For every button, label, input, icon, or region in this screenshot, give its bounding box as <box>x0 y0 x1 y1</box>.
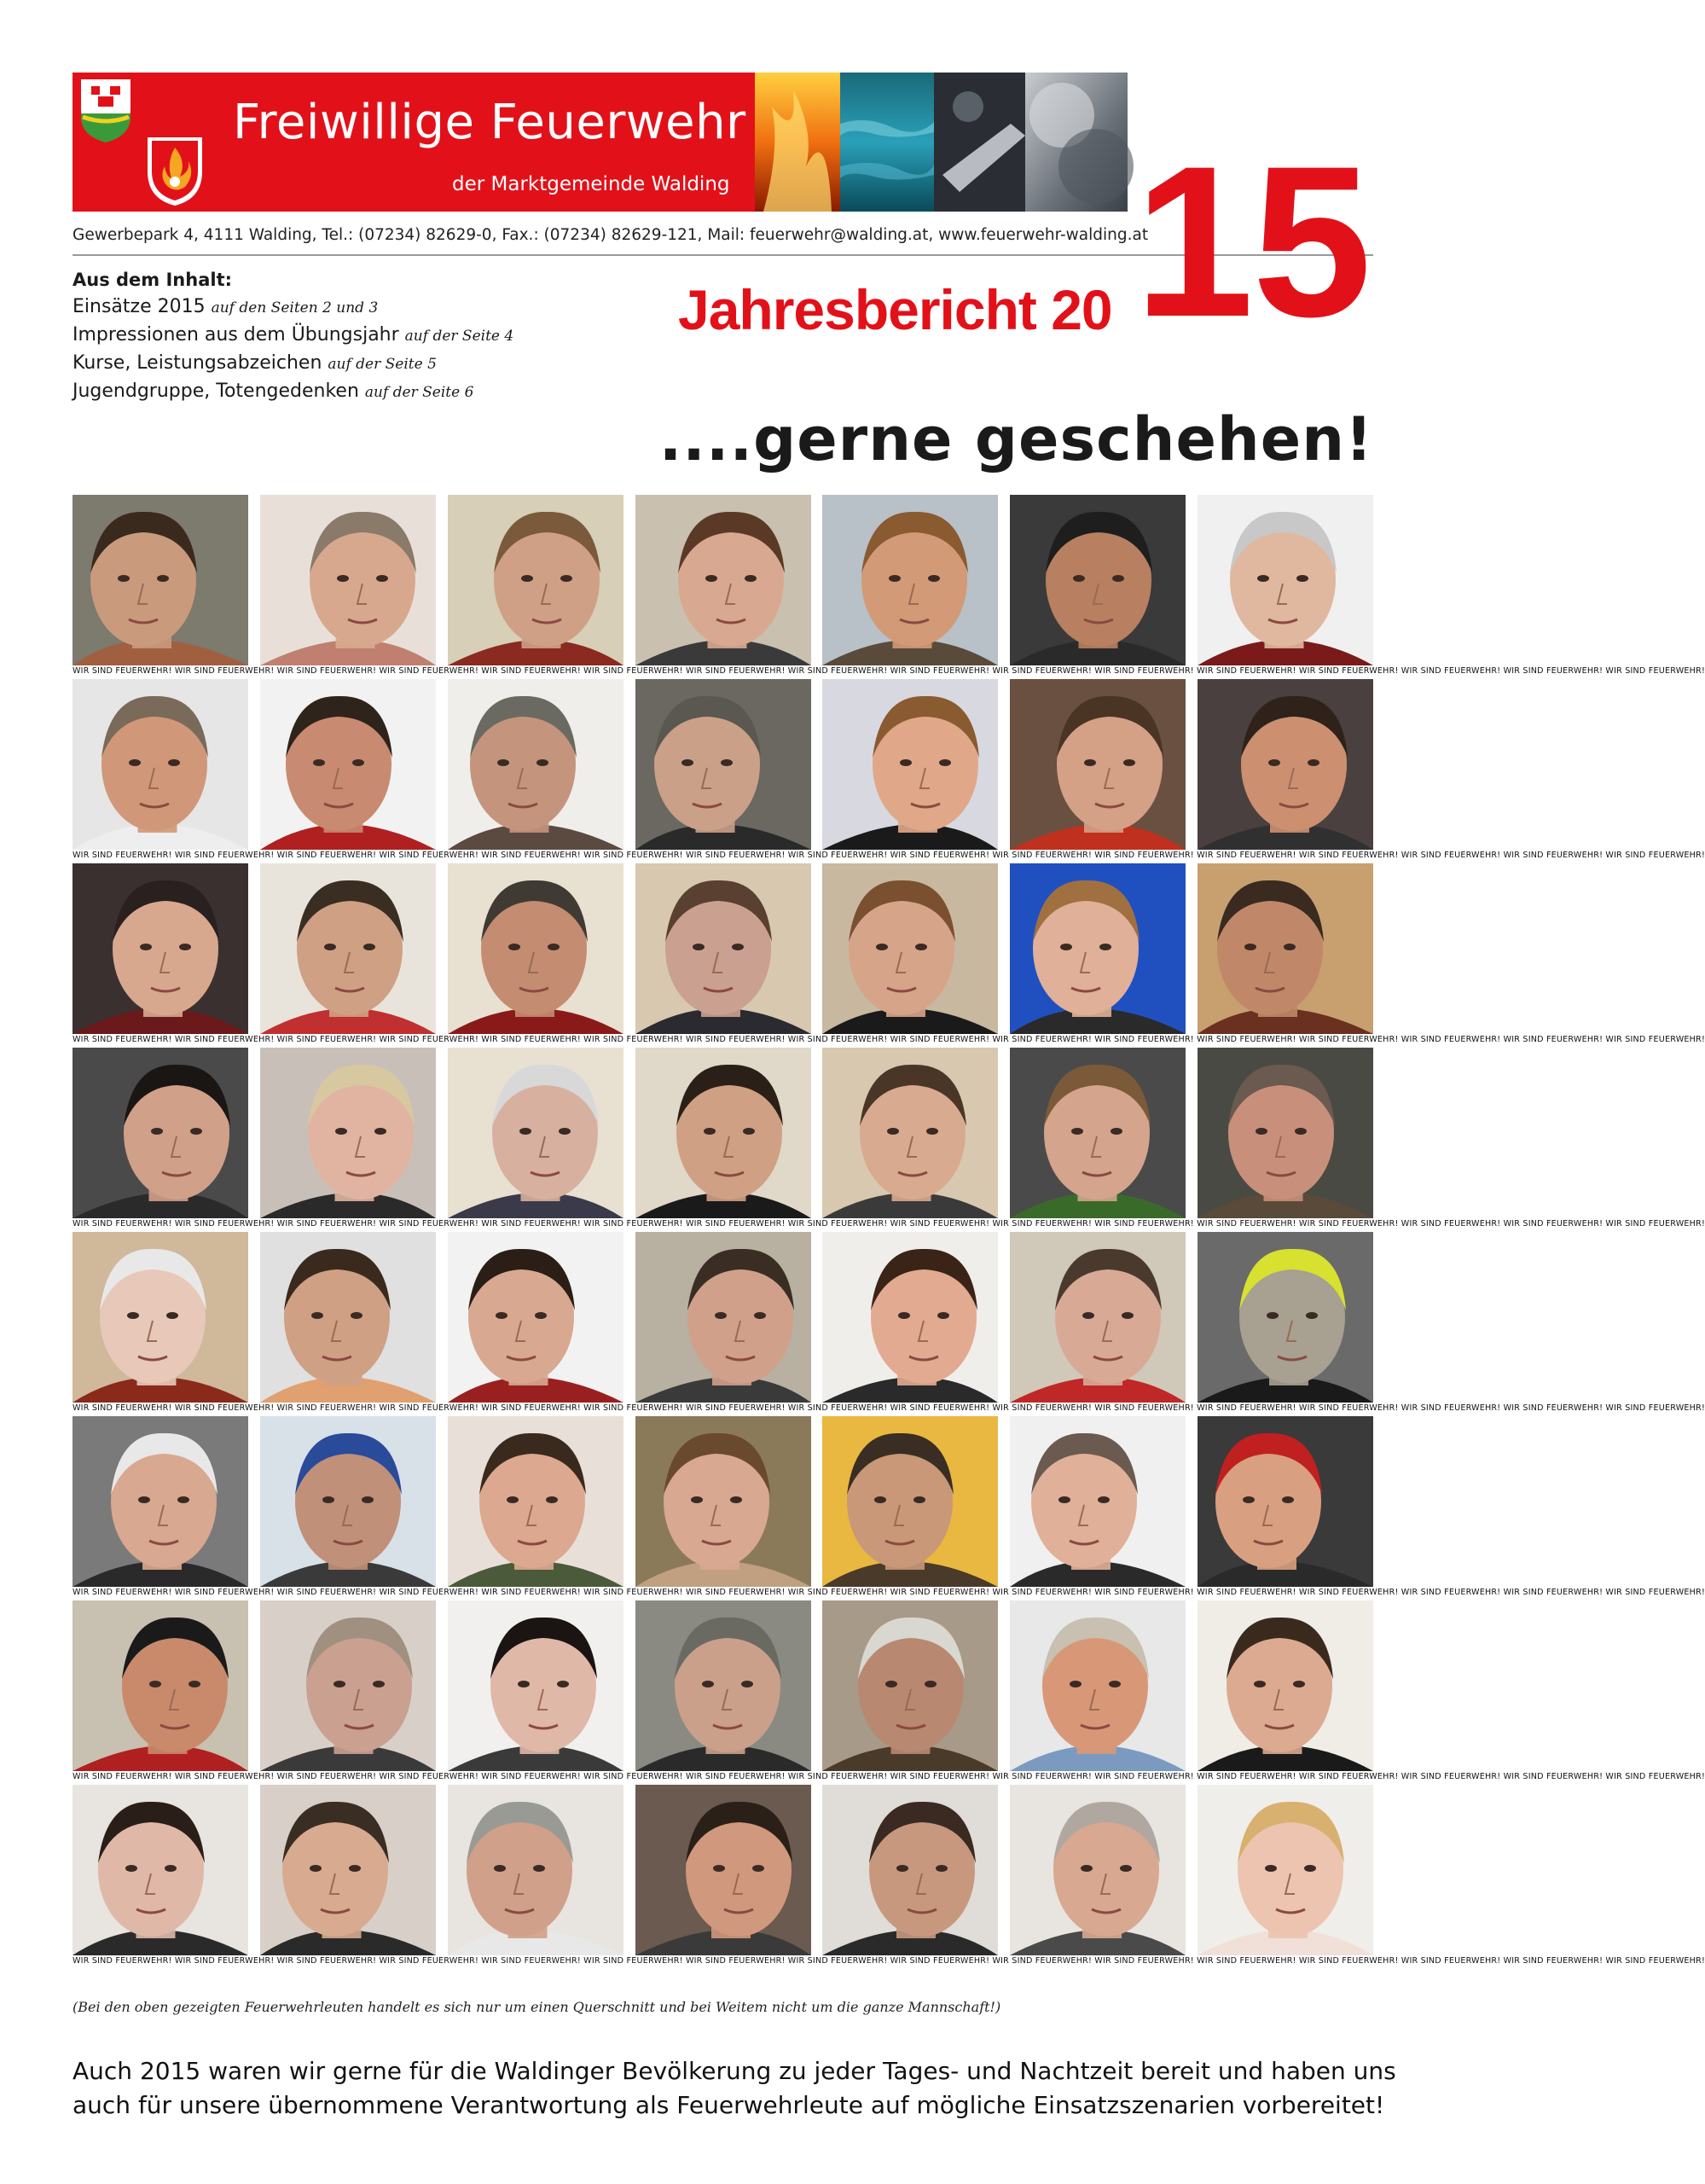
portrait-photo <box>1198 679 1373 850</box>
portrait-photo <box>1198 1048 1373 1218</box>
portrait-photo <box>1010 1232 1186 1403</box>
closing-statement <box>72 2054 1396 2123</box>
slogan-strip: WIR SIND FEUERWEHR! WIR SIND FEUERWEHR! WIR SIND FEUERWEHR! WIR SIND FEUERWEHR! WIR SIND FEUERWEHR! WIR SIND FEUERWEHR! WIR SIND FEUERWEHR! WIR SIND FEUERWEHR! WIR SIND FEUERWEHR! WIR SIND FEUERWEHR! WIR SIND FEUERWEHR! WIR SIND FEUERWEHR! WIR SIND FEUERWEHR! WIR SIND FEUERWEHR! WIR SIND FEUERWEHR! WIR SIND FEUERWEHR! <box>72 666 1705 676</box>
portrait-photo <box>448 863 623 1034</box>
portrait-row <box>72 863 1705 1048</box>
contents-heading: Aus dem Inhalt: <box>72 270 233 290</box>
portrait-photo <box>1198 1600 1373 1771</box>
portrait-row <box>72 1600 1705 1785</box>
portrait-photo <box>72 1785 248 1955</box>
portrait-photo <box>822 495 998 665</box>
portrait-photo <box>635 495 811 665</box>
portrait-photo <box>822 863 998 1034</box>
slogan-strip: WIR SIND FEUERWEHR! WIR SIND FEUERWEHR! WIR SIND FEUERWEHR! WIR SIND FEUERWEHR! WIR SIND FEUERWEHR! WIR SIND FEUERWEHR! WIR SIND FEUERWEHR! WIR SIND FEUERWEHR! WIR SIND FEUERWEHR! WIR SIND FEUERWEHR! WIR SIND FEUERWEHR! WIR SIND FEUERWEHR! WIR SIND FEUERWEHR! WIR SIND FEUERWEHR! WIR SIND FEUERWEHR! WIR SIND FEUERWEHR! <box>72 1588 1705 1597</box>
portrait-row <box>72 1785 1705 1969</box>
portrait-photo <box>72 1048 248 1218</box>
contents-item-ref: auf der Seite 5 <box>328 356 437 373</box>
contents-item-ref: auf der Seite 4 <box>404 328 514 345</box>
portrait-photo <box>260 1232 436 1403</box>
portrait-photo <box>822 1232 998 1403</box>
portrait-row <box>72 1416 1705 1600</box>
portrait-photo <box>260 1048 436 1218</box>
portrait-photo <box>260 1600 436 1771</box>
portrait-photo <box>635 1232 811 1403</box>
portrait-photo <box>822 1416 998 1587</box>
portrait-photo <box>72 1600 248 1771</box>
portrait-photo <box>635 1048 811 1218</box>
contents-item-ref: auf der Seite 6 <box>364 384 474 401</box>
portrait-row <box>72 679 1705 863</box>
contents-item-title: Einsätze 2015 <box>72 296 206 317</box>
portrait-photo <box>635 1785 811 1955</box>
report-year-suffix: 15 <box>1134 122 1371 362</box>
portrait-photo <box>448 679 623 850</box>
portrait-photo <box>72 1232 248 1403</box>
portrait-photo <box>448 495 623 665</box>
slogan-strip: WIR SIND FEUERWEHR! WIR SIND FEUERWEHR! WIR SIND FEUERWEHR! WIR SIND FEUERWEHR! WIR SIND FEUERWEHR! WIR SIND FEUERWEHR! WIR SIND FEUERWEHR! WIR SIND FEUERWEHR! WIR SIND FEUERWEHR! WIR SIND FEUERWEHR! WIR SIND FEUERWEHR! WIR SIND FEUERWEHR! WIR SIND FEUERWEHR! WIR SIND FEUERWEHR! WIR SIND FEUERWEHR! WIR SIND FEUERWEHR! <box>72 851 1705 860</box>
portrait-photo <box>448 1416 623 1587</box>
portrait-photo <box>822 1785 998 1955</box>
contents-item-ref: auf den Seiten 2 und 3 <box>211 299 379 317</box>
portrait-photo <box>1010 495 1186 665</box>
report-title: Jahresbericht 20 <box>678 278 1112 341</box>
portrait-row <box>72 1232 1705 1416</box>
slogan-strip: WIR SIND FEUERWEHR! WIR SIND FEUERWEHR! WIR SIND FEUERWEHR! WIR SIND FEUERWEHR! WIR SIND FEUERWEHR! WIR SIND FEUERWEHR! WIR SIND FEUERWEHR! WIR SIND FEUERWEHR! WIR SIND FEUERWEHR! WIR SIND FEUERWEHR! WIR SIND FEUERWEHR! WIR SIND FEUERWEHR! WIR SIND FEUERWEHR! WIR SIND FEUERWEHR! WIR SIND FEUERWEHR! WIR SIND FEUERWEHR! <box>72 1219 1705 1228</box>
contents-item <box>72 293 513 322</box>
header-photo-strip <box>755 73 1128 212</box>
portrait-row <box>72 495 1705 679</box>
contents-item-title: Jugendgruppe, Totengedenken <box>72 380 359 402</box>
portrait-photo <box>260 1416 436 1587</box>
contents-item-title: Kurse, Leistungsabzeichen <box>72 352 322 374</box>
portrait-photo <box>260 863 436 1034</box>
portrait-disclaimer: (Bei den oben gezeigten Feuerwehrleuten handelt es sich nur um einen Querschnitt und bei Weitem nicht um die ganze Mannschaft!) <box>72 1999 1001 2015</box>
portrait-row <box>72 1048 1705 1232</box>
contact-address: Gewerbepark 4, 4111 Walding, Tel.: (07234) 82629-0, Fax.: (07234) 82629-121, Mail: feuerwehr@walding.at, www.feuerwehr-walding.at <box>72 226 1149 244</box>
portrait-photo <box>635 863 811 1034</box>
closing-line-1: Auch 2015 waren wir gerne für die Waldinger Bevölkerung zu jeder Tages- und Nachtzeit bereit und haben uns <box>72 2057 1396 2085</box>
portrait-photo <box>1198 1785 1373 1955</box>
portrait-photo <box>635 679 811 850</box>
organization-subtitle: der Marktgemeinde Walding <box>452 173 730 195</box>
tagline-headline: ....gerne geschehen! <box>658 404 1373 474</box>
portrait-photo <box>822 1600 998 1771</box>
closing-line-2: auch für unsere übernommene Verantwortung als Feuerwehrleute auf mögliche Einsatzszenarien vorbereitet! <box>72 2091 1385 2119</box>
portrait-photo <box>448 1048 623 1218</box>
portrait-photo <box>1198 495 1373 665</box>
slogan-strip: WIR SIND FEUERWEHR! WIR SIND FEUERWEHR! WIR SIND FEUERWEHR! WIR SIND FEUERWEHR! WIR SIND FEUERWEHR! WIR SIND FEUERWEHR! WIR SIND FEUERWEHR! WIR SIND FEUERWEHR! WIR SIND FEUERWEHR! WIR SIND FEUERWEHR! WIR SIND FEUERWEHR! WIR SIND FEUERWEHR! WIR SIND FEUERWEHR! WIR SIND FEUERWEHR! WIR SIND FEUERWEHR! WIR SIND FEUERWEHR! <box>72 1956 1705 1966</box>
portrait-photo <box>72 679 248 850</box>
portrait-photo <box>260 495 436 665</box>
portrait-photo <box>72 1416 248 1587</box>
portrait-photo <box>1010 1785 1186 1955</box>
portrait-photo <box>635 1416 811 1587</box>
organization-title: Freiwillige Feuerwehr <box>233 95 746 150</box>
portrait-photo <box>822 1048 998 1218</box>
contents-item <box>72 350 513 378</box>
slogan-strip: WIR SIND FEUERWEHR! WIR SIND FEUERWEHR! WIR SIND FEUERWEHR! WIR SIND FEUERWEHR! WIR SIND FEUERWEHR! WIR SIND FEUERWEHR! WIR SIND FEUERWEHR! WIR SIND FEUERWEHR! WIR SIND FEUERWEHR! WIR SIND FEUERWEHR! WIR SIND FEUERWEHR! WIR SIND FEUERWEHR! WIR SIND FEUERWEHR! WIR SIND FEUERWEHR! WIR SIND FEUERWEHR! WIR SIND FEUERWEHR! <box>72 1403 1705 1413</box>
portrait-photo <box>448 1785 623 1955</box>
portrait-photo <box>1010 1048 1186 1218</box>
slogan-strip: WIR SIND FEUERWEHR! WIR SIND FEUERWEHR! WIR SIND FEUERWEHR! WIR SIND FEUERWEHR! WIR SIND FEUERWEHR! WIR SIND FEUERWEHR! WIR SIND FEUERWEHR! WIR SIND FEUERWEHR! WIR SIND FEUERWEHR! WIR SIND FEUERWEHR! WIR SIND FEUERWEHR! WIR SIND FEUERWEHR! WIR SIND FEUERWEHR! WIR SIND FEUERWEHR! WIR SIND FEUERWEHR! WIR SIND FEUERWEHR! <box>72 1772 1705 1781</box>
fire-brigade-crest-icon <box>141 132 209 207</box>
slogan-strip: WIR SIND FEUERWEHR! WIR SIND FEUERWEHR! WIR SIND FEUERWEHR! WIR SIND FEUERWEHR! WIR SIND FEUERWEHR! WIR SIND FEUERWEHR! WIR SIND FEUERWEHR! WIR SIND FEUERWEHR! WIR SIND FEUERWEHR! WIR SIND FEUERWEHR! WIR SIND FEUERWEHR! WIR SIND FEUERWEHR! WIR SIND FEUERWEHR! WIR SIND FEUERWEHR! WIR SIND FEUERWEHR! WIR SIND FEUERWEHR! <box>72 1035 1705 1044</box>
contents-item <box>72 322 513 350</box>
portrait-photo <box>635 1600 811 1771</box>
portrait-photo <box>1010 1416 1186 1587</box>
portrait-photo <box>72 495 248 665</box>
contents-list <box>72 266 513 406</box>
contents-item-title: Impressionen aus dem Übungsjahr <box>72 324 399 346</box>
portrait-photo <box>1198 1416 1373 1587</box>
portrait-photo <box>1010 679 1186 850</box>
contents-item <box>72 378 513 406</box>
portrait-photo <box>260 679 436 850</box>
portrait-photo <box>448 1232 623 1403</box>
portrait-photo <box>1198 1232 1373 1403</box>
portrait-photo <box>260 1785 436 1955</box>
portrait-photo <box>1198 863 1373 1034</box>
portrait-photo <box>72 863 248 1034</box>
portrait-photo <box>1010 863 1186 1034</box>
portrait-photo <box>448 1600 623 1771</box>
portrait-photo <box>1010 1600 1186 1771</box>
header-banner <box>72 73 1128 212</box>
portrait-photo <box>822 679 998 850</box>
